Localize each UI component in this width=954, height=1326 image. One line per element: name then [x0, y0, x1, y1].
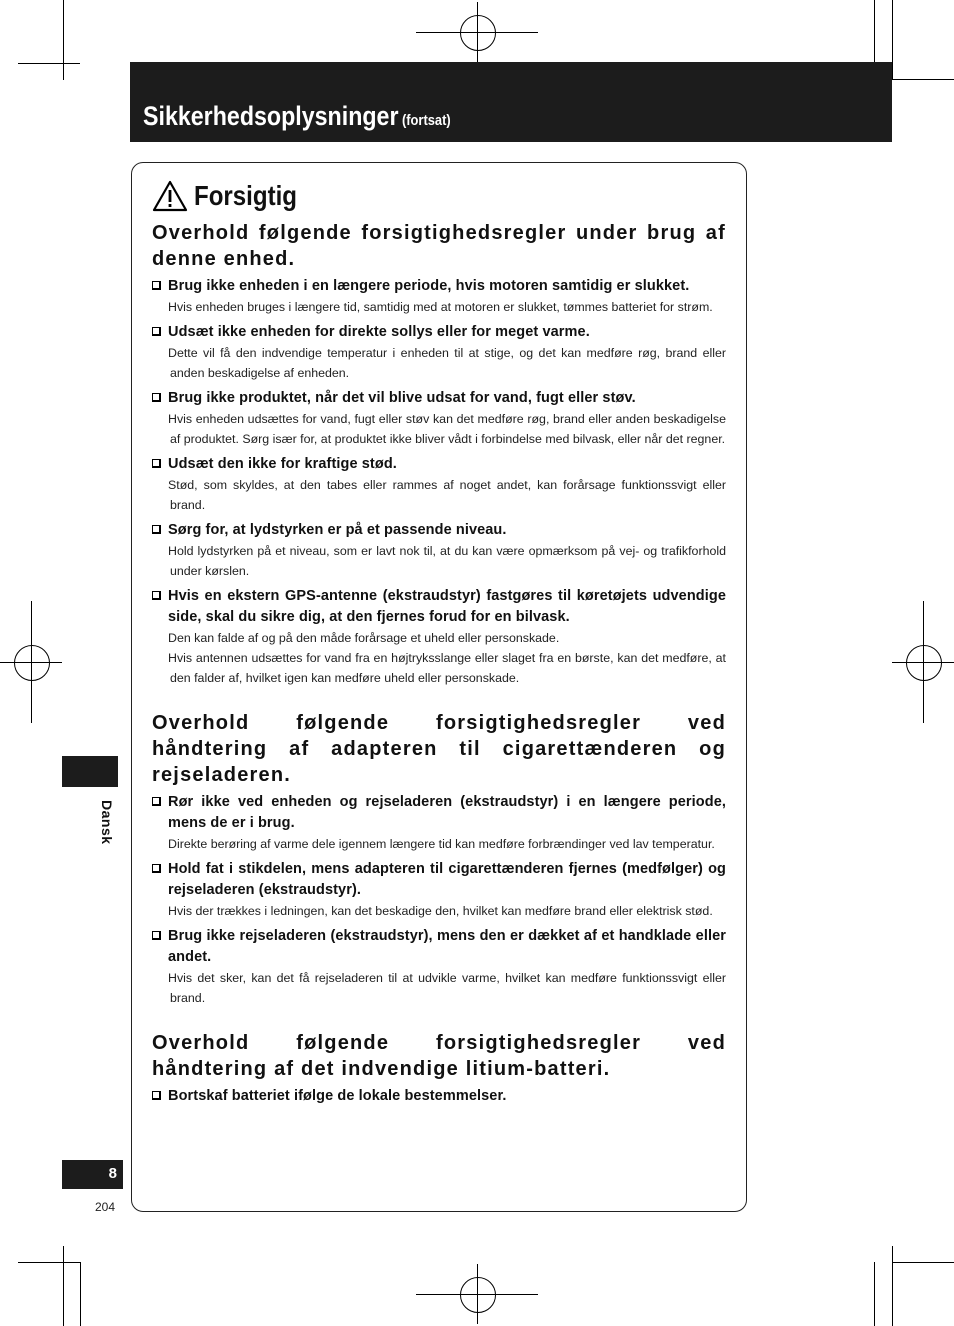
crop-mark	[63, 1246, 64, 1326]
page-title-text: Sikkerhedsoplysninger	[143, 101, 399, 131]
item-title	[152, 859, 726, 901]
list-item	[152, 586, 726, 688]
section	[152, 710, 726, 1008]
item-title	[152, 276, 726, 297]
page-number: 204	[95, 1200, 116, 1214]
item-title-text: Bortskaf batteriet ifølge de lokale bestemmelser.	[168, 1088, 507, 1104]
checkbox-bullet-icon	[152, 525, 161, 534]
crop-mark	[18, 63, 80, 64]
item-body: Dette vil få den indvendige temperatur i enheden til at stige, og det kan medføre røg, brand eller anden beskadigelse af enheden.	[168, 346, 726, 380]
item-title-text: Brug ikke rejseladeren (ekstraudstyr), mens den er dækket af et handklade eller andet.	[168, 928, 726, 965]
registration-circle	[906, 645, 942, 681]
checkbox-bullet-icon	[152, 459, 161, 468]
crop-mark	[892, 1246, 893, 1326]
item-title	[152, 388, 726, 409]
caution-heading	[152, 180, 314, 212]
item-body: Den kan falde af og på den måde forårsage et uheld eller personskade.	[168, 631, 560, 645]
list-item	[152, 926, 726, 1008]
item-body: Hvis antennen udsættes for vand fra en højtryksslange eller slaget fra en børste, kan det medføre, at den falder af, hvilket igen kan medføre uheld eller personskade.	[168, 651, 726, 685]
item-body: Hvis enheden bruges i længere tid, samtidig med at motoren er slukket, tømmes batteriet for strøm.	[168, 300, 713, 314]
language-tab-label: Dansk	[99, 800, 115, 845]
checkbox-bullet-icon	[152, 931, 161, 940]
item-body: Hvis der trækkes i ledningen, kan det beskadige den, hvilket kan medføre brand eller elektrisk stød.	[168, 904, 713, 918]
item-title-text: Udsæt den ikke for kraftige stød.	[168, 456, 397, 472]
item-title-text: Hvis en ekstern GPS-antenne (ekstraudstyr) fastgøres til køretøjets udvendige side, skal du sikre dig, at den fjernes forud for en bilvask.	[168, 588, 726, 625]
crop-mark	[892, 0, 893, 80]
crop-mark	[18, 1262, 80, 1263]
header-bar	[130, 62, 892, 142]
language-tab-marker	[62, 756, 118, 787]
item-title	[152, 454, 726, 475]
crop-mark	[874, 1262, 875, 1326]
page-subtitle: (fortsat)	[401, 112, 451, 129]
checkbox-bullet-icon	[152, 864, 161, 873]
checkbox-bullet-icon	[152, 797, 161, 806]
item-body: Direkte berøring af varme dele igennem længere tid kan medføre forbrændinger ved lav temperatur.	[168, 837, 715, 851]
item-title-text: Rør ikke ved enheden og rejseladeren (ekstraudstyr) i en længere periode, mens de er i brug.	[168, 794, 726, 831]
item-body: Hvis det sker, kan det få rejseladeren til at udvikle varme, hvilket kan medføre funktionssvigt eller brand.	[168, 971, 726, 1005]
crop-mark	[892, 1262, 954, 1263]
item-title-text: Brug ikke enheden i en længere periode, hvis motoren samtidig er slukket.	[168, 278, 690, 294]
page-title	[143, 101, 451, 132]
item-title-text: Brug ikke produktet, når det vil blive udsat for vand, fugt eller støv.	[168, 390, 636, 406]
section-heading: Overhold følgende forsigtighedsregler under brug af denne enhed.	[152, 222, 726, 270]
item-title	[152, 792, 726, 834]
registration-circle	[460, 1277, 496, 1313]
checkbox-bullet-icon	[152, 591, 161, 600]
item-title	[152, 1086, 726, 1107]
item-title-text: Udsæt ikke enheden for direkte sollys eller for meget varme.	[168, 324, 590, 340]
caution-content	[152, 220, 726, 1112]
list-item	[152, 859, 726, 921]
section-number-badge: 8	[62, 1160, 123, 1189]
caution-title: Forsigtig	[194, 180, 297, 211]
registration-circle	[460, 15, 496, 51]
section	[152, 1030, 726, 1107]
checkbox-bullet-icon	[152, 281, 161, 290]
registration-circle	[14, 645, 50, 681]
crop-mark	[892, 79, 954, 80]
list-item	[152, 454, 726, 515]
warning-triangle-icon	[152, 180, 188, 212]
checkbox-bullet-icon	[152, 393, 161, 402]
crop-mark	[63, 0, 64, 80]
list-item	[152, 520, 726, 581]
item-body: Hold lydstyrken på et niveau, som er lavt nok til, at du kan være opmærksom på vej- og trafikforhold under kørslen.	[168, 544, 726, 578]
item-title	[152, 926, 726, 968]
list-item	[152, 322, 726, 383]
list-item	[152, 792, 726, 854]
list-item	[152, 388, 726, 449]
item-title-text: Sørg for, at lydstyrken er på et passende niveau.	[168, 522, 507, 538]
item-title-text: Hold fat i stikdelen, mens adapteren til cigarettænderen fjernes (medfølger) og rejseladeren (ekstraudstyr).	[168, 861, 726, 898]
item-title	[152, 586, 726, 628]
list-item	[152, 1086, 726, 1107]
section-heading: Overhold følgende forsigtighedsregler ved håndtering af adapteren til cigarettænderen og rejseladeren.	[152, 712, 726, 786]
item-body: Stød, som skyldes, at den tabes eller rammes af noget andet, kan forårsage funktionssvigt eller brand.	[168, 478, 726, 512]
list-item	[152, 276, 726, 317]
checkbox-bullet-icon	[152, 1091, 161, 1100]
item-title	[152, 322, 726, 343]
crop-mark	[80, 1262, 81, 1326]
section	[152, 220, 726, 688]
section-heading: Overhold følgende forsigtighedsregler ved håndtering af det indvendige litium-batteri.	[152, 1032, 726, 1080]
item-body: Hvis enheden udsættes for vand, fugt eller støv kan det medføre røg, brand eller anden beskadigelse af produktet. Sørg især for, at produktet ikke bliver vådt i forbindelse med bilvask, eller når det regner.	[168, 412, 726, 446]
item-title	[152, 520, 726, 541]
checkbox-bullet-icon	[152, 327, 161, 336]
